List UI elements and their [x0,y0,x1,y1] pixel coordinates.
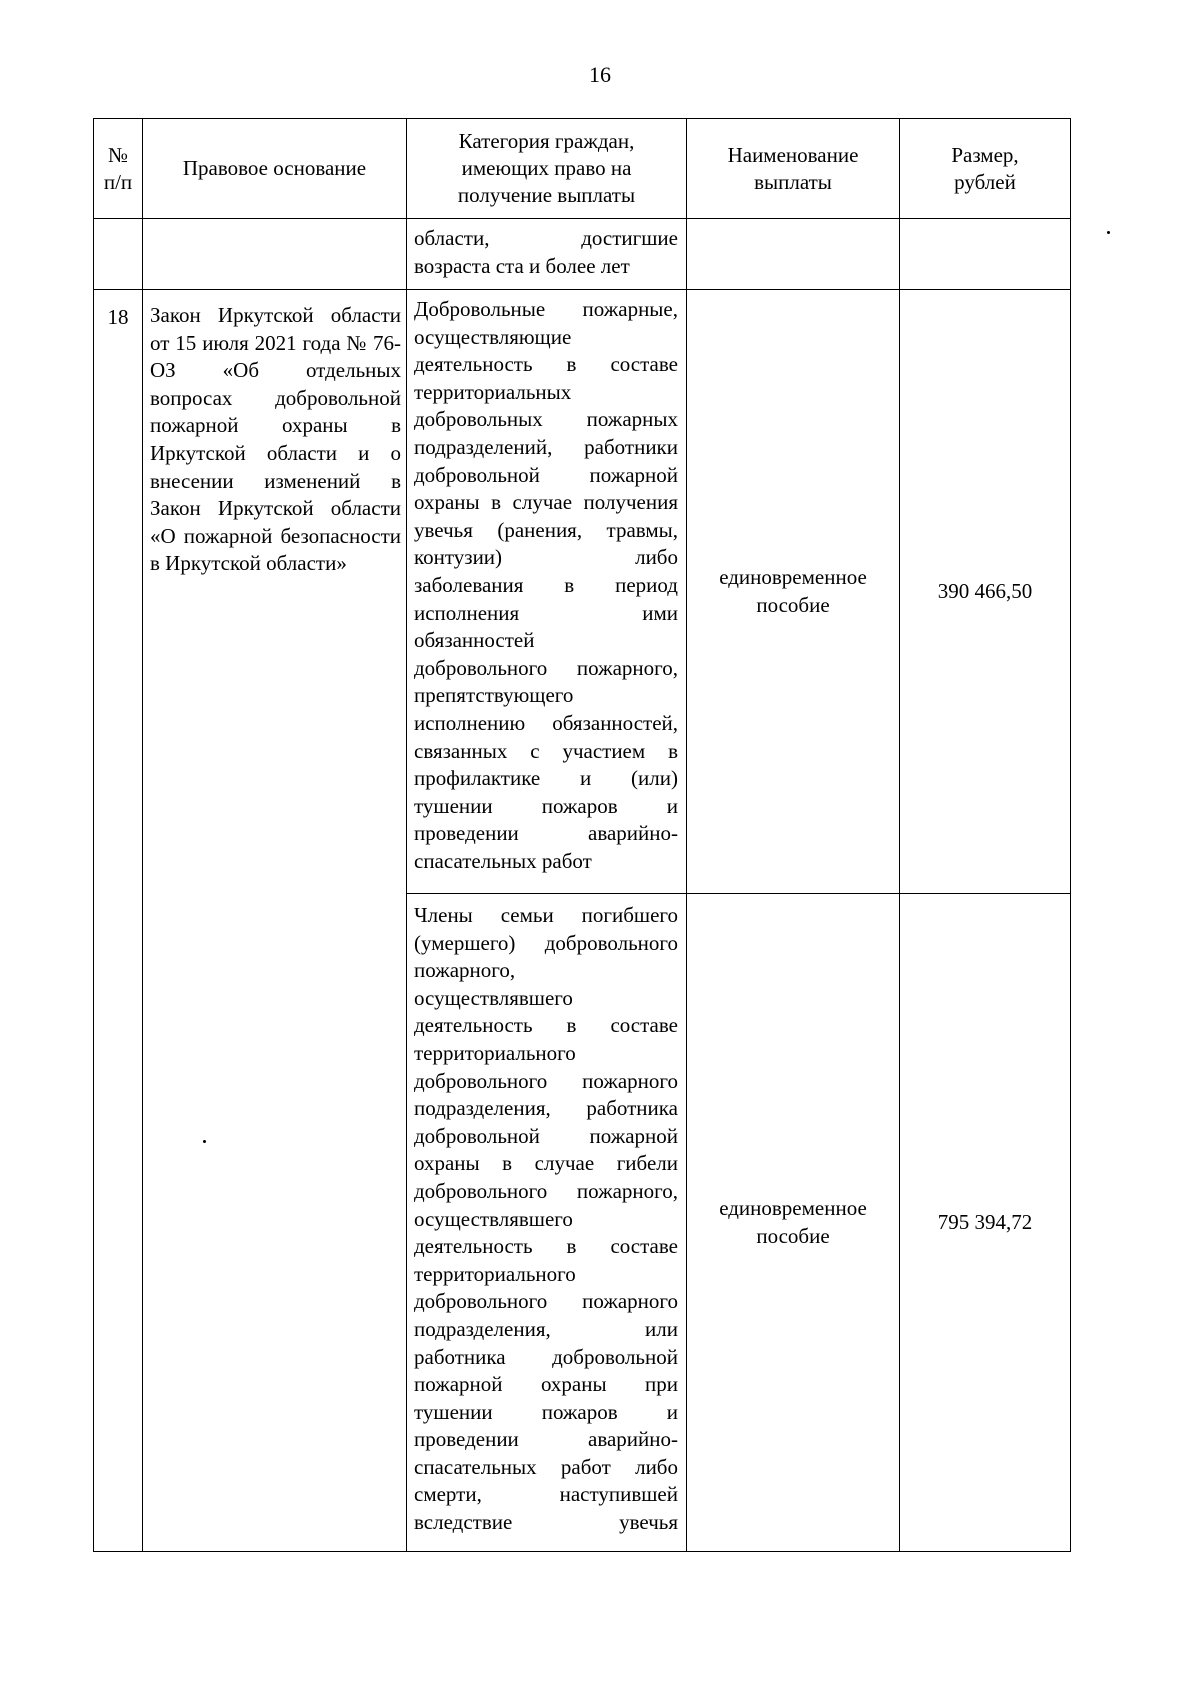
header-amount-line: Размер, [951,142,1019,167]
category-line: добровольного пожарного, [414,655,678,680]
scan-speck [1107,231,1110,234]
category-line: подразделения, или [414,1316,678,1341]
category-line: смерти, наступившей [414,1482,678,1507]
category-line: возраста ста и более лет [414,253,630,278]
category-line: осуществлявшего [414,985,573,1010]
header-category-line: имеющих право на [461,156,632,180]
page-number: 16 [589,62,611,87]
category-line: добровольной пожарной [414,462,678,487]
category-line: спасательных работ [414,848,592,873]
category-line: добровольной пожарной [414,1123,678,1148]
category-line: осуществляющие [414,324,572,349]
table-row-18-entry-1 [94,290,1071,894]
category-line: проведении аварийно- [414,821,678,846]
category-line: тушении пожаров и [414,793,678,818]
category-line: деятельность в составе [414,352,678,377]
category-line: исполнения ими [414,600,678,625]
category-line: заболевания в период [414,572,678,597]
category-line: территориального [414,1261,576,1286]
category-line: спасательных работ либо [414,1454,678,1479]
category-line: деятельность в составе [414,1013,678,1038]
category-line: Члены семьи погибшего [414,903,678,927]
header-category-line: получение выплаты [457,183,636,207]
header-category [407,119,687,219]
category-line: исполнению обязанностей, [414,710,678,735]
row-num: 18 [94,290,143,1552]
category-line: увечья (ранения, травмы, [414,517,678,542]
category-line: подразделений, работники [414,434,678,459]
payment-name-line: пособие [756,1223,830,1248]
table-row-continuation [94,219,1071,290]
continuation-basis-cell [143,219,407,290]
header-payment-name [687,119,900,219]
category-line: осуществлявшего [414,1206,573,1231]
category-line: добровольного пожарного [414,1068,678,1093]
table-header-row [94,119,1071,219]
category-line: охраны в случае получения [414,490,678,515]
benefits-table [93,118,1071,1552]
category-line: вследствие увечья [414,1510,678,1535]
legal-basis-cell: Закон Иркутской области от 15 июля 2021 года № 76-ОЗ «Об отдельных вопросах добровольной пожарной охраны в Иркутской области и о внесении изменений в Закон Иркутской области «О пожарной безопасности в Иркутской области» [143,290,407,1552]
payment-name-line: единовременное [719,564,867,589]
category-line: тушении пожаров и [414,1399,678,1424]
category-line: добровольных пожарных [414,407,678,432]
category-line: области, достигшие [414,226,678,250]
header-num-line: п/п [103,169,133,194]
category-line: территориального [414,1040,576,1065]
category-line: работника добровольной [414,1344,678,1369]
category-cell-1 [407,290,687,894]
category-cell-2 [407,894,687,1552]
category-line: проведении аварийно- [414,1427,678,1452]
category-line: добровольного пожарного, [414,1178,678,1203]
scan-speck [203,1140,206,1143]
header-amount-line: рублей [954,169,1016,194]
continuation-num-cell [94,219,143,290]
category-line: (умершего) добровольного [414,930,678,955]
continuation-payment-cell [687,219,900,290]
continuation-category-cell [407,219,687,290]
continuation-amount-cell [900,219,1071,290]
payment-name-cell-1 [687,290,900,894]
category-line: пожарной охраны при [414,1372,678,1397]
category-line: Добровольные пожарные, [414,297,678,321]
payment-name-line: пособие [756,592,830,617]
payment-name-cell-2 [687,894,900,1552]
category-line: контузии) либо [414,545,678,570]
header-num [94,119,143,219]
category-line: добровольного пожарного [414,1289,678,1314]
category-line: обязанностей [414,628,535,653]
category-line: связанных с участием в [414,738,678,763]
header-num-line: № [107,142,129,167]
header-payment-name-line: выплаты [754,169,832,194]
category-line: подразделения, работника [414,1096,678,1121]
header-basis: Правовое основание [143,119,407,219]
category-line: деятельность в составе [414,1234,678,1259]
amount-cell-1: 390 466,50 [900,290,1071,894]
header-category-line: Категория граждан, [458,129,635,153]
amount-cell-2: 795 394,72 [900,894,1071,1552]
category-line: пожарного, [414,958,516,983]
category-line: охраны в случае гибели [414,1151,678,1176]
header-amount [900,119,1071,219]
header-payment-name-line: Наименование [727,142,859,167]
category-line: препятствующего [414,683,574,708]
category-line: территориальных [414,379,572,404]
category-line: профилактике и (или) [414,766,678,791]
payment-name-line: единовременное [719,1195,867,1220]
